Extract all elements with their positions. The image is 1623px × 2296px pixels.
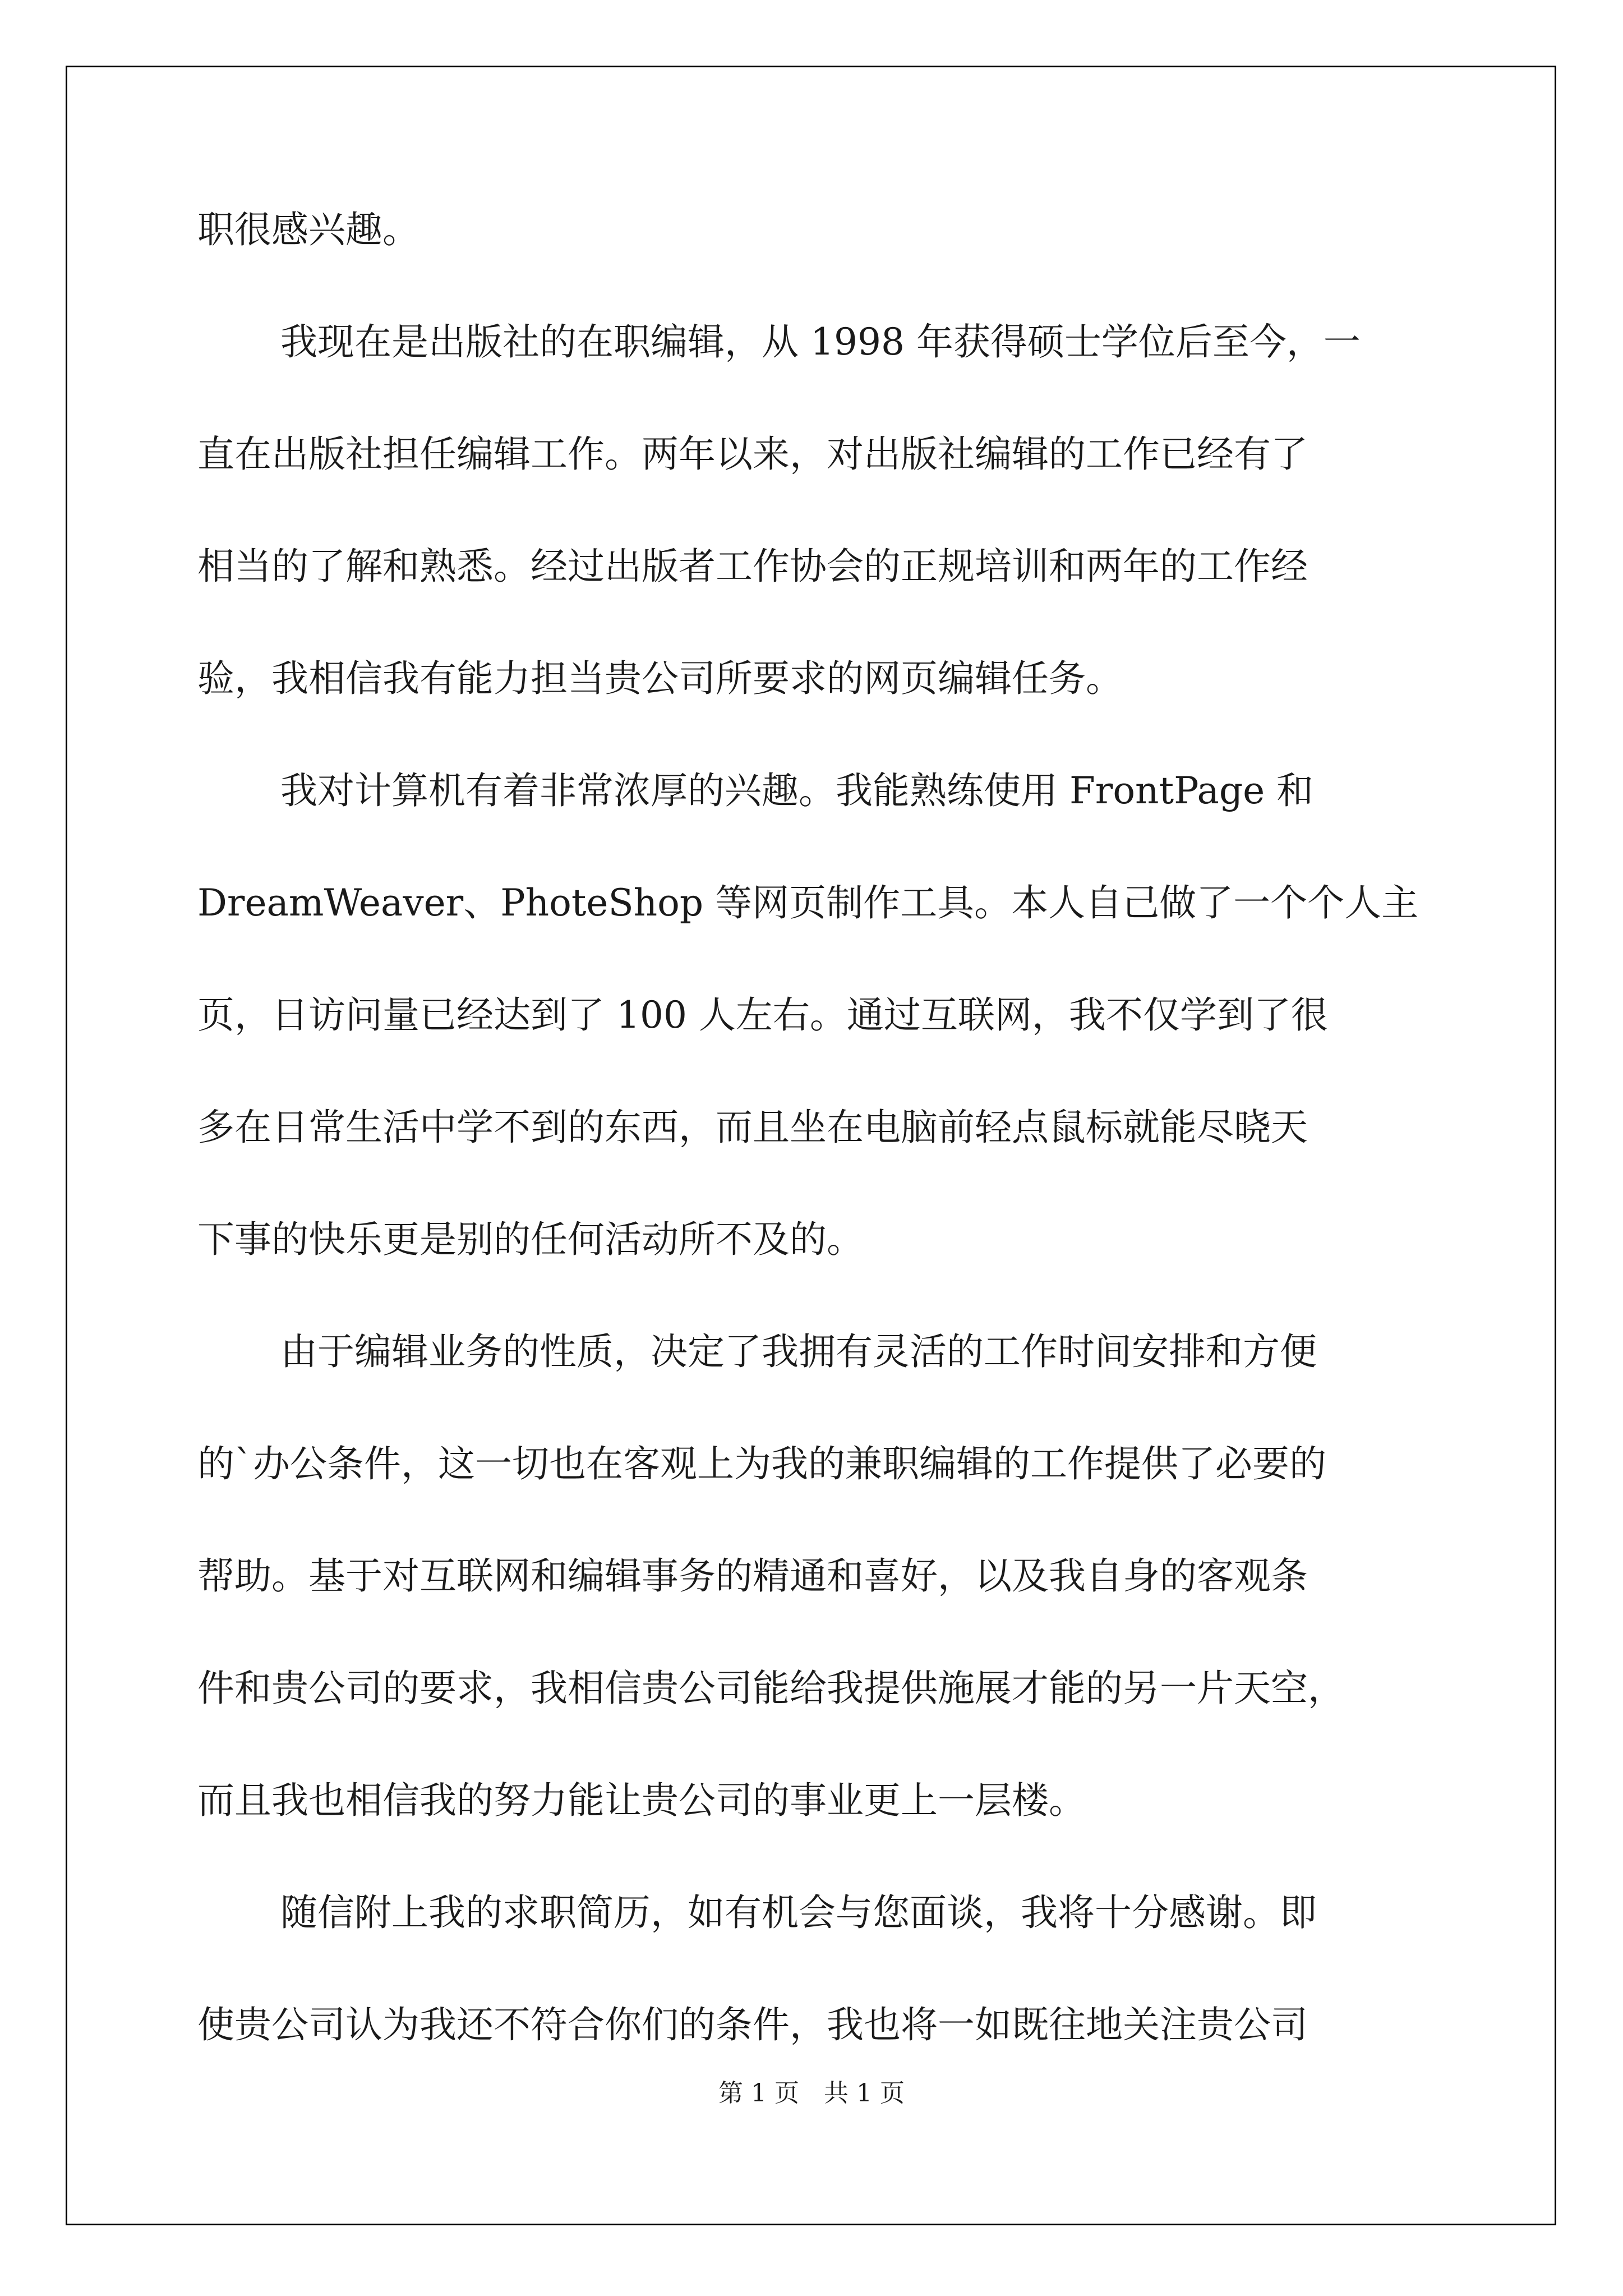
text-line: 相当的了解和熟悉。经过出版者工作协会的正规培训和两年的工作经	[197, 545, 1308, 588]
text-line: 帮助。基于对互联网和编辑事务的精通和喜好，以及我自身的客观条	[197, 1554, 1308, 1598]
text-line: 由于编辑业务的性质，决定了我拥有灵活的工作时间安排和方便	[280, 1330, 1317, 1373]
text-line: 件和贵公司的要求，我相信贵公司能给我提供施展才能的另一片天空，	[197, 1667, 1345, 1710]
text-line: 的`办公条件，这一切也在客观上为我的兼职编辑的工作提供了必要的	[197, 1442, 1326, 1485]
text-line: 我对计算机有着非常浓厚的兴趣。我能熟练使用 FrontPage 和	[280, 769, 1314, 812]
text-line: 多在日常生活中学不到的东西，而且坐在电脑前轻点鼠标就能尽晓天	[197, 1106, 1308, 1149]
text-line: 页，日访问量已经达到了 100 人左右。通过互联网，我不仅学到了很	[197, 993, 1328, 1037]
text-line: 直在出版社担任编辑工作。两年以来，对出版社编辑的工作已经有了	[197, 432, 1308, 476]
text-line: 职很感兴趣。	[197, 208, 419, 251]
text-line: 下事的快乐更是别的任何活动所不及的。	[197, 1218, 864, 1261]
text-line: 验，我相信我有能力担当贵公司所要求的网页编辑任务。	[197, 657, 1123, 700]
page-number: 第 1 页 共 1 页	[718, 2079, 905, 2108]
text-line: DreamWeaver、PhoteShop 等网页制作工具。本人自己做了一个个人主	[197, 881, 1419, 924]
text-line: 而且我也相信我的努力能让贵公司的事业更上一层楼。	[197, 1779, 1086, 1822]
text-line: 使贵公司认为我还不符合你们的条件，我也将一如既往地关注贵公司	[197, 2003, 1308, 2046]
text-line: 随信附上我的求职简历，如有机会与您面谈，我将十分感谢。即	[280, 1891, 1317, 1934]
text-line: 我现在是出版社的在职编辑，从 1998 年获得硕士学位后至今，一	[280, 320, 1361, 364]
